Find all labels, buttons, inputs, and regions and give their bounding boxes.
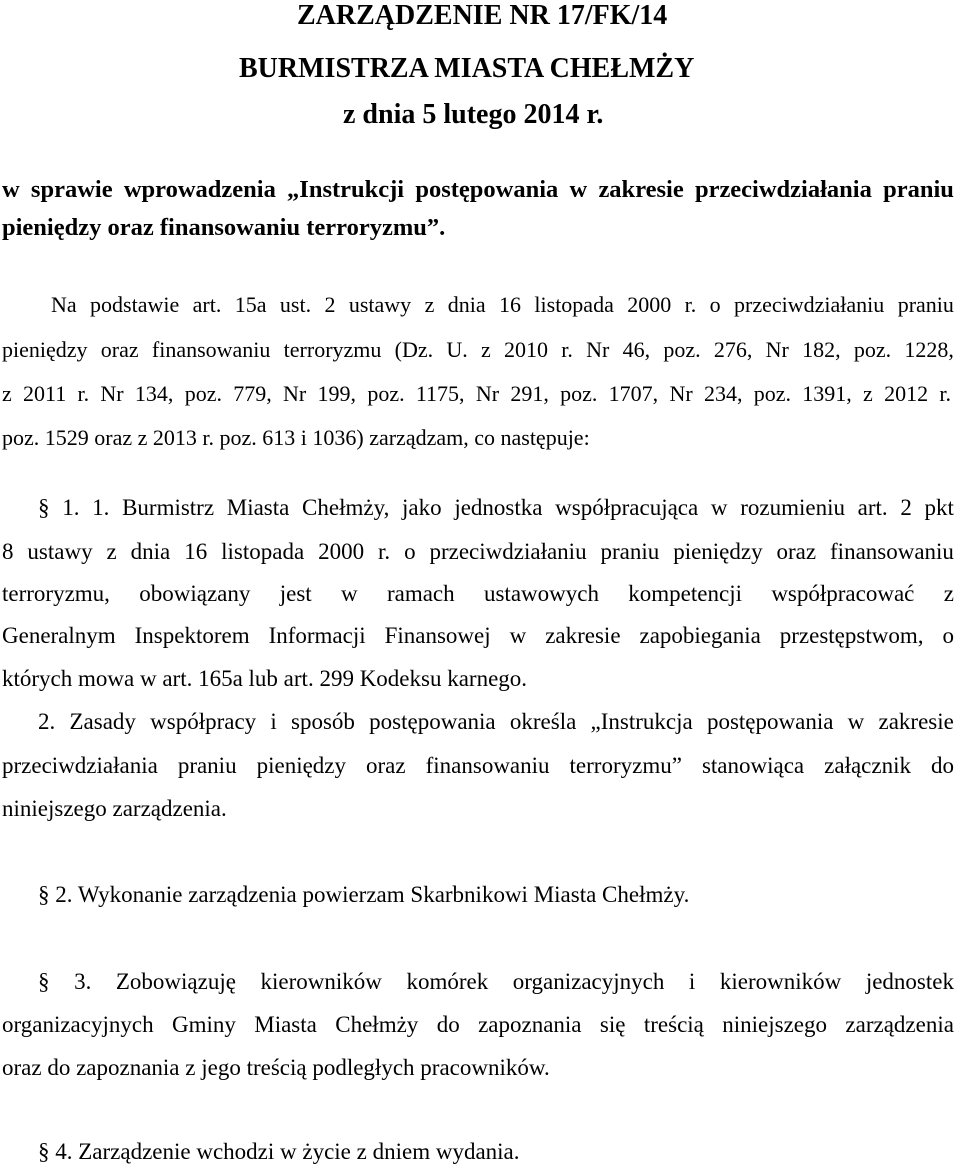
- word: organizacyjnych: [2, 1012, 154, 1037]
- word: §: [38, 969, 50, 994]
- word: r.: [939, 381, 951, 406]
- word: Informacji: [268, 623, 366, 648]
- word: 1228,: [904, 337, 954, 362]
- word: finansowaniu: [151, 337, 271, 362]
- word: 1.: [62, 495, 80, 520]
- legal-basis-line-3: [2, 383, 951, 405]
- word: 2.: [38, 709, 56, 734]
- word: r.: [77, 381, 90, 406]
- word: praniu: [177, 753, 237, 778]
- section-1-paragraph-2-line-2: [2, 754, 954, 777]
- word: 1391,: [802, 381, 852, 406]
- word: 2000: [318, 539, 365, 564]
- word: ustawowych: [483, 581, 599, 606]
- word: kierowników: [719, 969, 842, 994]
- section-3-line-2: [2, 1013, 954, 1036]
- word: z: [481, 337, 491, 362]
- word: pieniędzy: [2, 337, 88, 362]
- word: współpracująca: [555, 495, 699, 520]
- word: przeciwdziałaniu: [734, 292, 885, 317]
- word: ustawy: [348, 292, 412, 317]
- word: się: [599, 1012, 626, 1037]
- subject-line-2: pieniędzy oraz finansowaniu terroryzmu”.: [2, 214, 446, 241]
- word: ramach: [386, 581, 455, 606]
- word: listopada: [534, 292, 614, 317]
- word: 2: [900, 495, 912, 520]
- word: zakresie: [545, 623, 621, 648]
- word: kompetencji: [628, 581, 742, 606]
- word: w: [710, 495, 728, 520]
- word: do: [931, 753, 954, 778]
- word: zapoznania: [478, 1012, 582, 1037]
- word: 199,: [317, 381, 357, 406]
- word: oraz: [100, 337, 139, 362]
- word: z: [2, 381, 12, 406]
- word: przeciwdziałania: [694, 176, 872, 203]
- word: w: [341, 581, 358, 606]
- word: Chełmży,: [302, 495, 390, 520]
- word: r.: [378, 539, 391, 564]
- word: praniu: [897, 292, 954, 317]
- word: praniu: [600, 539, 660, 564]
- word: 46,: [622, 337, 651, 362]
- word: ustawy: [27, 539, 93, 564]
- word: terroryzmu,: [2, 581, 110, 606]
- word: Miasta: [254, 1012, 317, 1037]
- word: 8: [2, 539, 14, 564]
- word: „Instrukcji: [287, 176, 405, 203]
- word: określa: [509, 709, 577, 734]
- word: zapobiegania: [639, 623, 761, 648]
- word: finansowaniu: [425, 753, 550, 778]
- word: z: [424, 292, 435, 317]
- legal-basis-line-4: poz. 1529 oraz z 2013 r. poz. 613 i 1036) zarządzam, co następuje:: [2, 425, 590, 450]
- word: Chełmży: [335, 1012, 419, 1037]
- legal-basis-line-2: [2, 339, 954, 361]
- word: jednostek: [865, 969, 954, 994]
- subject-line-1: [2, 178, 954, 203]
- issuer-title: BURMISTRZA MIASTA CHEŁMŻY: [239, 53, 695, 84]
- word: jednostka: [454, 495, 543, 520]
- word: Nr: [765, 337, 789, 362]
- word: jako: [402, 495, 442, 520]
- word: poz.: [367, 381, 405, 406]
- section-1-paragraph-2-line-3: niniejszego zarządzenia.: [2, 796, 227, 821]
- word: r.: [684, 292, 697, 317]
- document-date: z dnia 5 lutego 2014 r.: [343, 99, 604, 130]
- word: 291,: [510, 381, 549, 406]
- section-4-line-1: § 4. Zarządzenie wchodzi w życie z dniem wydania.: [38, 1139, 520, 1164]
- word: 2: [324, 292, 336, 317]
- word: Zobowiązuję: [115, 969, 236, 994]
- word: 1.: [92, 495, 110, 520]
- word: obowiązany: [139, 581, 251, 606]
- word: Nr: [283, 381, 307, 406]
- word: oraz: [366, 753, 406, 778]
- word: 779,: [233, 381, 272, 406]
- document-title: ZARZĄDZENIE NR 17/FK/14: [297, 0, 668, 31]
- word: Nr: [586, 337, 610, 362]
- word: 1175,: [415, 381, 465, 406]
- word: 2011: [23, 381, 67, 406]
- word: z: [943, 581, 954, 606]
- word: 16: [184, 539, 208, 564]
- word: załącznik: [824, 753, 911, 778]
- word: terroryzmu: [283, 337, 382, 362]
- word: Nr: [100, 381, 124, 406]
- word: ust.: [279, 292, 312, 317]
- word: dnia: [447, 292, 486, 317]
- word: organizacyjnych: [512, 969, 665, 994]
- word: współpracy: [150, 709, 257, 734]
- word: Zasady: [69, 709, 136, 734]
- word: poz.: [560, 381, 598, 406]
- word: Nr: [669, 381, 693, 406]
- word: r.: [561, 337, 573, 362]
- word: 2000: [627, 292, 672, 317]
- word: dnia: [130, 539, 171, 564]
- word: jest: [279, 581, 312, 606]
- word: kierowników: [260, 969, 382, 994]
- word: do: [436, 1012, 460, 1037]
- word: 3.: [74, 969, 92, 994]
- word: o: [942, 623, 954, 648]
- section-3-line-1: [38, 970, 954, 993]
- word: §: [38, 495, 50, 520]
- word: zarządzenia: [845, 1012, 954, 1037]
- section-1-line-3: [2, 582, 954, 605]
- word: terroryzmu”: [569, 753, 682, 778]
- word: Burmistrz: [122, 495, 215, 520]
- word: (Dz.: [394, 337, 434, 362]
- word: w: [569, 176, 588, 203]
- word: U.: [446, 337, 468, 362]
- word: postępowania: [415, 176, 559, 203]
- word: o: [404, 539, 416, 564]
- word: sprawie: [30, 176, 113, 203]
- word: 2012: [884, 381, 929, 406]
- word: niniejszego: [722, 1012, 828, 1037]
- word: przeciwdziałania: [2, 753, 158, 778]
- word: treścią: [643, 1012, 704, 1037]
- word: 276,: [713, 337, 753, 362]
- section-1-paragraph-2-line-1: [38, 710, 954, 733]
- word: 182,: [802, 337, 841, 362]
- word: Nr: [475, 381, 500, 406]
- word: finansowaniu: [830, 539, 954, 564]
- word: zakresie: [598, 176, 684, 203]
- word: praniu: [883, 176, 954, 203]
- word: sposób: [291, 709, 355, 734]
- word: poz.: [753, 381, 791, 406]
- word: wprowadzenia: [123, 176, 276, 203]
- word: Miasta: [226, 495, 290, 520]
- word: w: [847, 709, 865, 734]
- section-1-line-5: których mowa w art. 165a lub art. 299 Kodeksu karnego.: [2, 666, 528, 691]
- word: art.: [192, 292, 222, 317]
- word: o: [709, 292, 721, 317]
- word: z: [863, 381, 873, 406]
- word: Gminy: [171, 1012, 236, 1037]
- word: i: [270, 709, 277, 734]
- section-1-line-2: [2, 540, 954, 563]
- word: Finansowej: [384, 623, 491, 648]
- word: 2010: [504, 337, 549, 362]
- word: komórek: [406, 969, 489, 994]
- word: przeciwdziałaniu: [429, 539, 587, 564]
- word: 1707,: [608, 381, 659, 406]
- word: zakresie: [878, 709, 954, 734]
- word: Inspektorem: [134, 623, 250, 648]
- word: listopada: [221, 539, 305, 564]
- word: podstawie: [90, 292, 180, 317]
- word: poz.: [663, 337, 701, 362]
- section-3-line-3: oraz do zapoznania z jego treścią podległych pracowników.: [2, 1055, 550, 1080]
- word: Na: [51, 292, 77, 317]
- section-1-line-1: [38, 496, 954, 519]
- word: z: [106, 539, 117, 564]
- word: rozumieniu: [740, 495, 845, 520]
- word: poz.: [184, 381, 222, 406]
- word: przestępstwom,: [779, 623, 924, 648]
- word: postępowania: [369, 709, 496, 734]
- word: pieniędzy: [256, 753, 346, 778]
- word: postępowania: [706, 709, 834, 734]
- word: w: [2, 176, 20, 203]
- word: pkt: [924, 495, 954, 520]
- word: pieniędzy: [673, 539, 763, 564]
- word: 16: [499, 292, 522, 317]
- section-2-line-1: § 2. Wykonanie zarządzenia powierzam Skarbnikowi Miasta Chełmży.: [38, 882, 690, 907]
- word: w: [509, 623, 527, 648]
- word: art.: [857, 495, 888, 520]
- word: poz.: [853, 337, 892, 362]
- word: Generalnym: [2, 623, 116, 648]
- word: i: [688, 969, 696, 994]
- word: 234,: [703, 381, 743, 406]
- word: „Instrukcja: [590, 709, 693, 734]
- word: współpracować: [771, 581, 915, 606]
- word: 134,: [134, 381, 174, 406]
- section-1-line-4: [2, 624, 954, 647]
- legal-basis-line-1: [51, 294, 954, 316]
- word: 15a: [234, 292, 267, 317]
- word: stanowiąca: [701, 753, 805, 778]
- word: oraz: [776, 539, 817, 564]
